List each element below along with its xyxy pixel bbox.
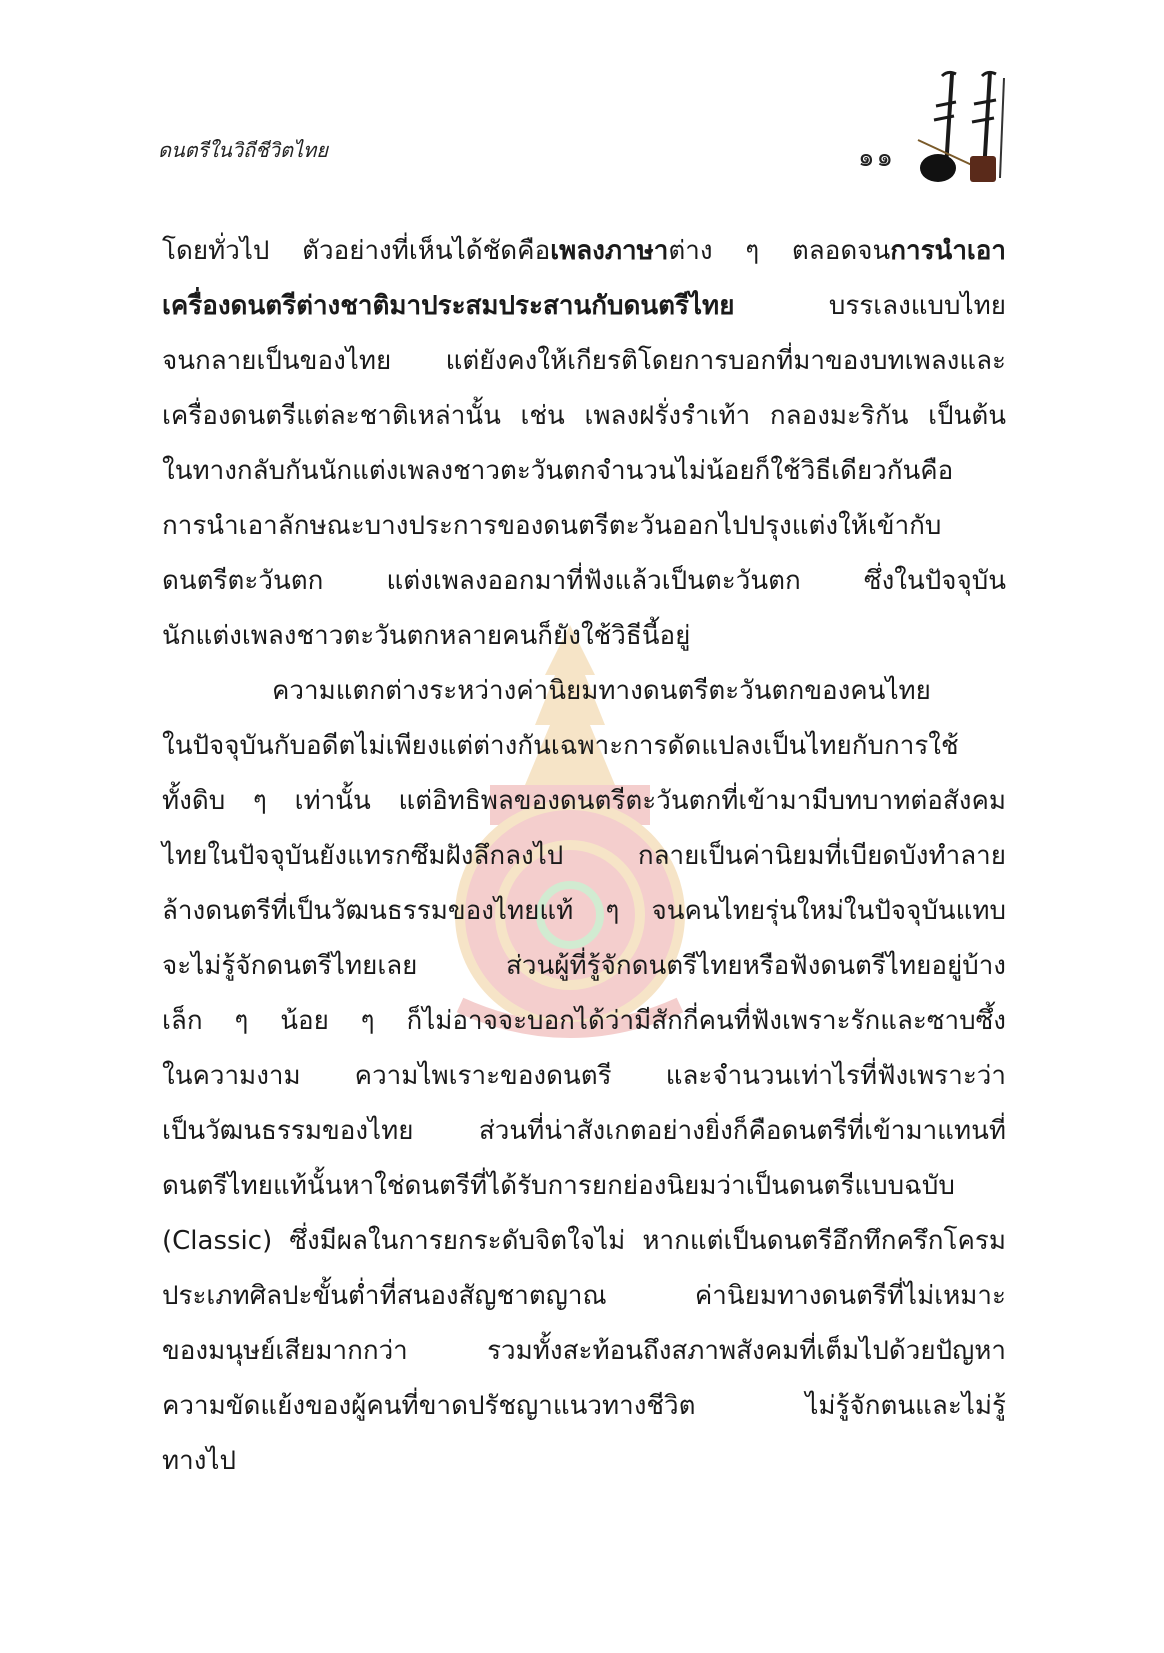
text-line: ในปัจจุบันกับอดีตไม่เพียงแต่ต่างกันเฉพาะการดัดแปลงเป็นไทยกับการใช้ — [162, 731, 959, 761]
text-line: ในความงาม ความไพเราะของดนตรี และจำนวนเท่าไรที่ฟังเพราะว่า — [162, 1061, 1006, 1091]
text-line: ไทยในปัจจุบันยังแทรกซึมฝังลึกลงไป กลายเป็นค่านิยมที่เบียดบังทำลาย — [162, 841, 1006, 871]
text-span: บรรเลงแบบไทย — [734, 291, 1006, 321]
text-line: ความแตกต่างระหว่างค่านิยมทางดนตรีตะวันตกของคนไทย — [272, 676, 931, 706]
bold-term: การนำเอา — [890, 236, 1007, 266]
text-line — [162, 279, 1006, 334]
text-line: เครื่องดนตรีแต่ละชาติเหล่านั้น เช่น เพลงฝรั่งรำเท้า กลองมะริกัน เป็นต้น — [162, 401, 1006, 431]
thai-fiddle-icon — [912, 68, 1022, 193]
page-number: ๑๑ — [858, 143, 896, 173]
text-span: โดยทั่วไป ตัวอย่างที่เห็นได้ชัดคือ — [162, 236, 551, 266]
text-line: ของมนุษย์เสียมากกว่า รวมทั้งสะท้อนถึงสภาพสังคมที่เต็มไปด้วยปัญหา — [162, 1336, 1006, 1366]
text-line: เล็ก ๆ น้อย ๆ ก็ไม่อาจจะบอกได้ว่ามีสักกี่คนที่ฟังเพราะรักและซาบซึ้ง — [162, 1006, 1006, 1036]
text-line: การนำเอาลักษณะบางประการของดนตรีตะวันออกไปปรุงแต่งให้เข้ากับ — [162, 511, 942, 541]
body-text — [162, 224, 1006, 1489]
text-line: เป็นวัฒนธรรมของไทย ส่วนที่น่าสังเกตอย่างยิ่งก็คือดนตรีที่เข้ามาแทนที่ — [162, 1116, 1006, 1146]
text-span: ต่าง ๆ ตลอดจน — [668, 236, 891, 266]
text-line: นักแต่งเพลงชาวตะวันตกหลายคนก็ยังใช้วิธีนี้อยู่ — [162, 621, 691, 651]
text-line: ดนตรีไทยแท้นั้นหาใช่ดนตรีที่ได้รับการยกย่องนิยมว่าเป็นดนตรีแบบฉบับ — [162, 1171, 955, 1201]
bold-term: เครื่องดนตรีต่างชาติมาประสมประสานกับดนตรีไทย — [162, 291, 735, 321]
text-line: ล้างดนตรีที่เป็นวัฒนธรรมของไทยแท้ ๆ จนคนไทยรุ่นใหม่ในปัจจุบันแทบ — [162, 896, 1006, 926]
text-line: ทางไป — [162, 1446, 237, 1476]
text-line: จะไม่รู้จักดนตรีไทยเลย ส่วนผู้ที่รู้จักดนตรีไทยหรือฟังดนตรีไทยอยู่บ้าง — [162, 951, 1006, 981]
text-line: ทั้งดิบ ๆ เท่านั้น แต่อิทธิพลของดนตรีตะวันตกที่เข้ามามีบทบาทต่อสังคม — [162, 786, 1006, 816]
text-line: (Classic) ซึ่งมีผลในการยกระดับจิตใจไม่ หากแต่เป็นดนตรีอึกทึกครึกโครม — [162, 1226, 1006, 1256]
running-header-title: ดนตรีในวิถีชีวิตไทย — [158, 138, 328, 162]
text-line — [162, 224, 1006, 279]
text-line: ดนตรีตะวันตก แต่งเพลงออกมาที่ฟังแล้วเป็นตะวันตก ซึ่งในปัจจุบัน — [162, 566, 1006, 596]
text-line: ประเภทศิลปะขั้นต่ำที่สนองสัญชาตญาณ ค่านิยมทางดนตรีที่ไม่เหมาะ — [162, 1281, 1006, 1311]
text-line: จนกลายเป็นของไทย แต่ยังคงให้เกียรติโดยการบอกที่มาของบทเพลงและ — [162, 346, 1006, 376]
text-line: ความขัดแย้งของผู้คนที่ขาดปรัชญาแนวทางชีวิต ไม่รู้จักตนและไม่รู้ — [162, 1391, 1006, 1421]
bold-term: เพลงภาษา — [550, 236, 669, 266]
text-line: ในทางกลับกันนักแต่งเพลงชาวตะวันตกจำนวนไม่น้อยก็ใช้วิธีเดียวกันคือ — [162, 456, 954, 486]
